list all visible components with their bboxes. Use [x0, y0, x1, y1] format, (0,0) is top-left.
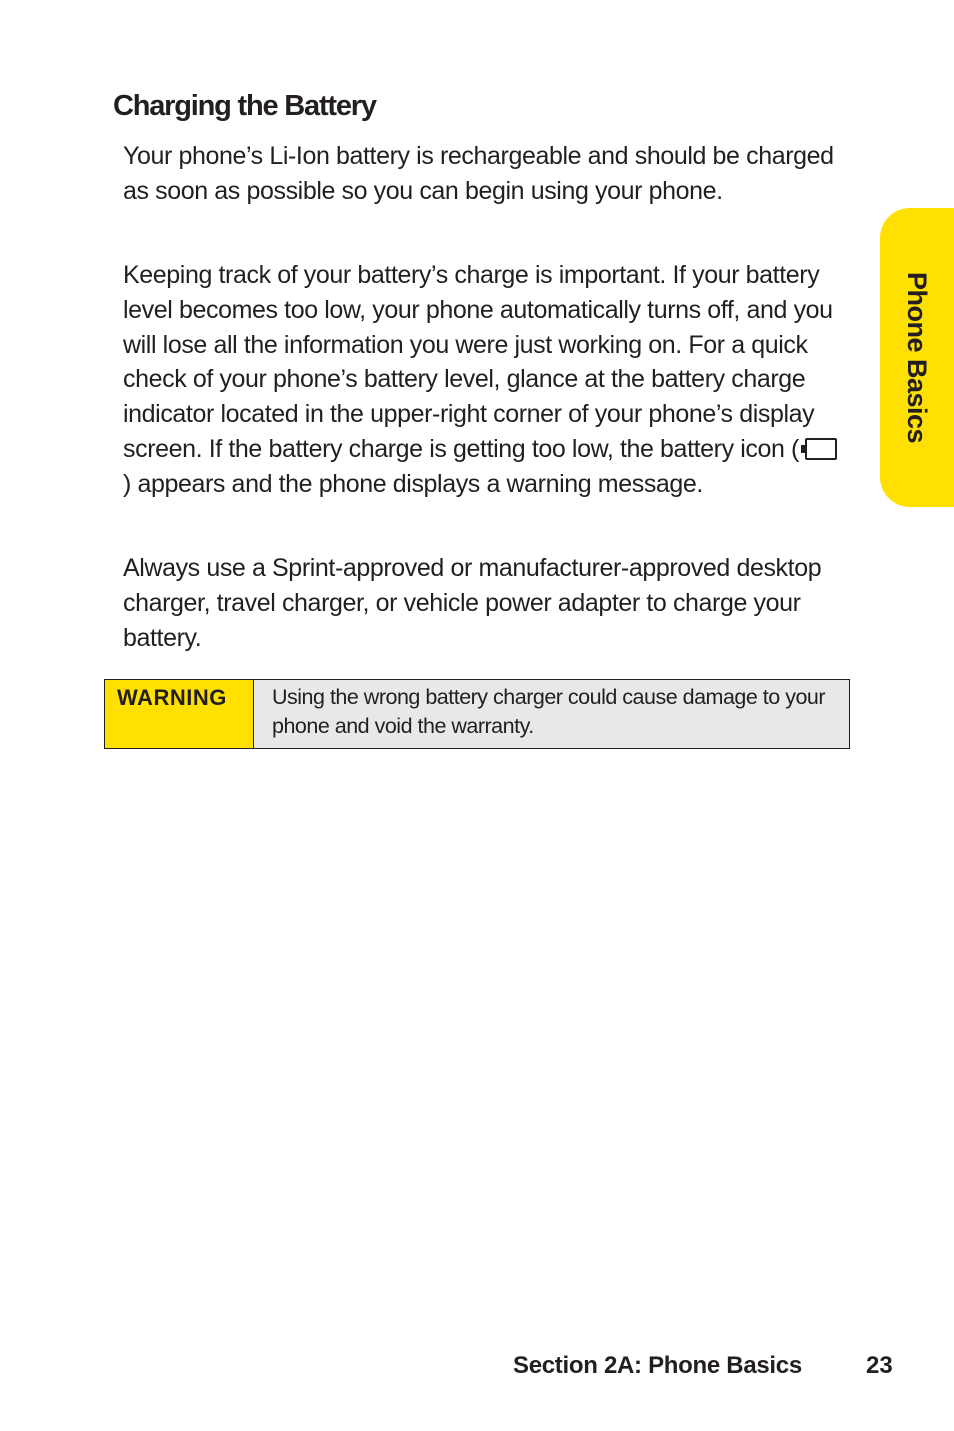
warning-box — [104, 679, 850, 749]
footer-page-number: 23 — [866, 1352, 893, 1379]
footer-section-label: Section 2A: Phone Basics — [513, 1352, 802, 1379]
side-tab — [880, 208, 954, 507]
warning-text: Using the wrong battery charger could cause damage to your phone and void the warranty. — [254, 680, 849, 748]
paragraph-charger-advice: Always use a Sprint-approved or manufacturer-approved desktop charger, travel charger, or vehicle power adapter to charge your battery. — [123, 554, 822, 652]
warning-label: WARNING — [105, 680, 254, 748]
paragraph-battery-level-text-start: Keeping track of your battery’s charge is important. If your battery level becomes too low, your phone automatically turns off, and you will lose all the information you were just working on. For a quick check of your phone’s battery level, glance at the battery charge indicator located in the upper-right corner of your phone’s display screen. If the battery charge is getting too low, the battery icon ( — [123, 261, 833, 463]
battery-empty-icon — [805, 438, 837, 460]
side-tab-label: Phone Basics — [902, 271, 933, 444]
paragraph-intro: Your phone’s Li-Ion battery is rechargeable and should be charged as soon as possible so you can begin using your phone. — [123, 142, 834, 205]
section-heading: Charging the Battery — [113, 90, 376, 122]
paragraph-battery-level-text-end: ) appears and the phone displays a warning message. — [123, 469, 703, 498]
paragraph-battery-level — [123, 258, 843, 502]
